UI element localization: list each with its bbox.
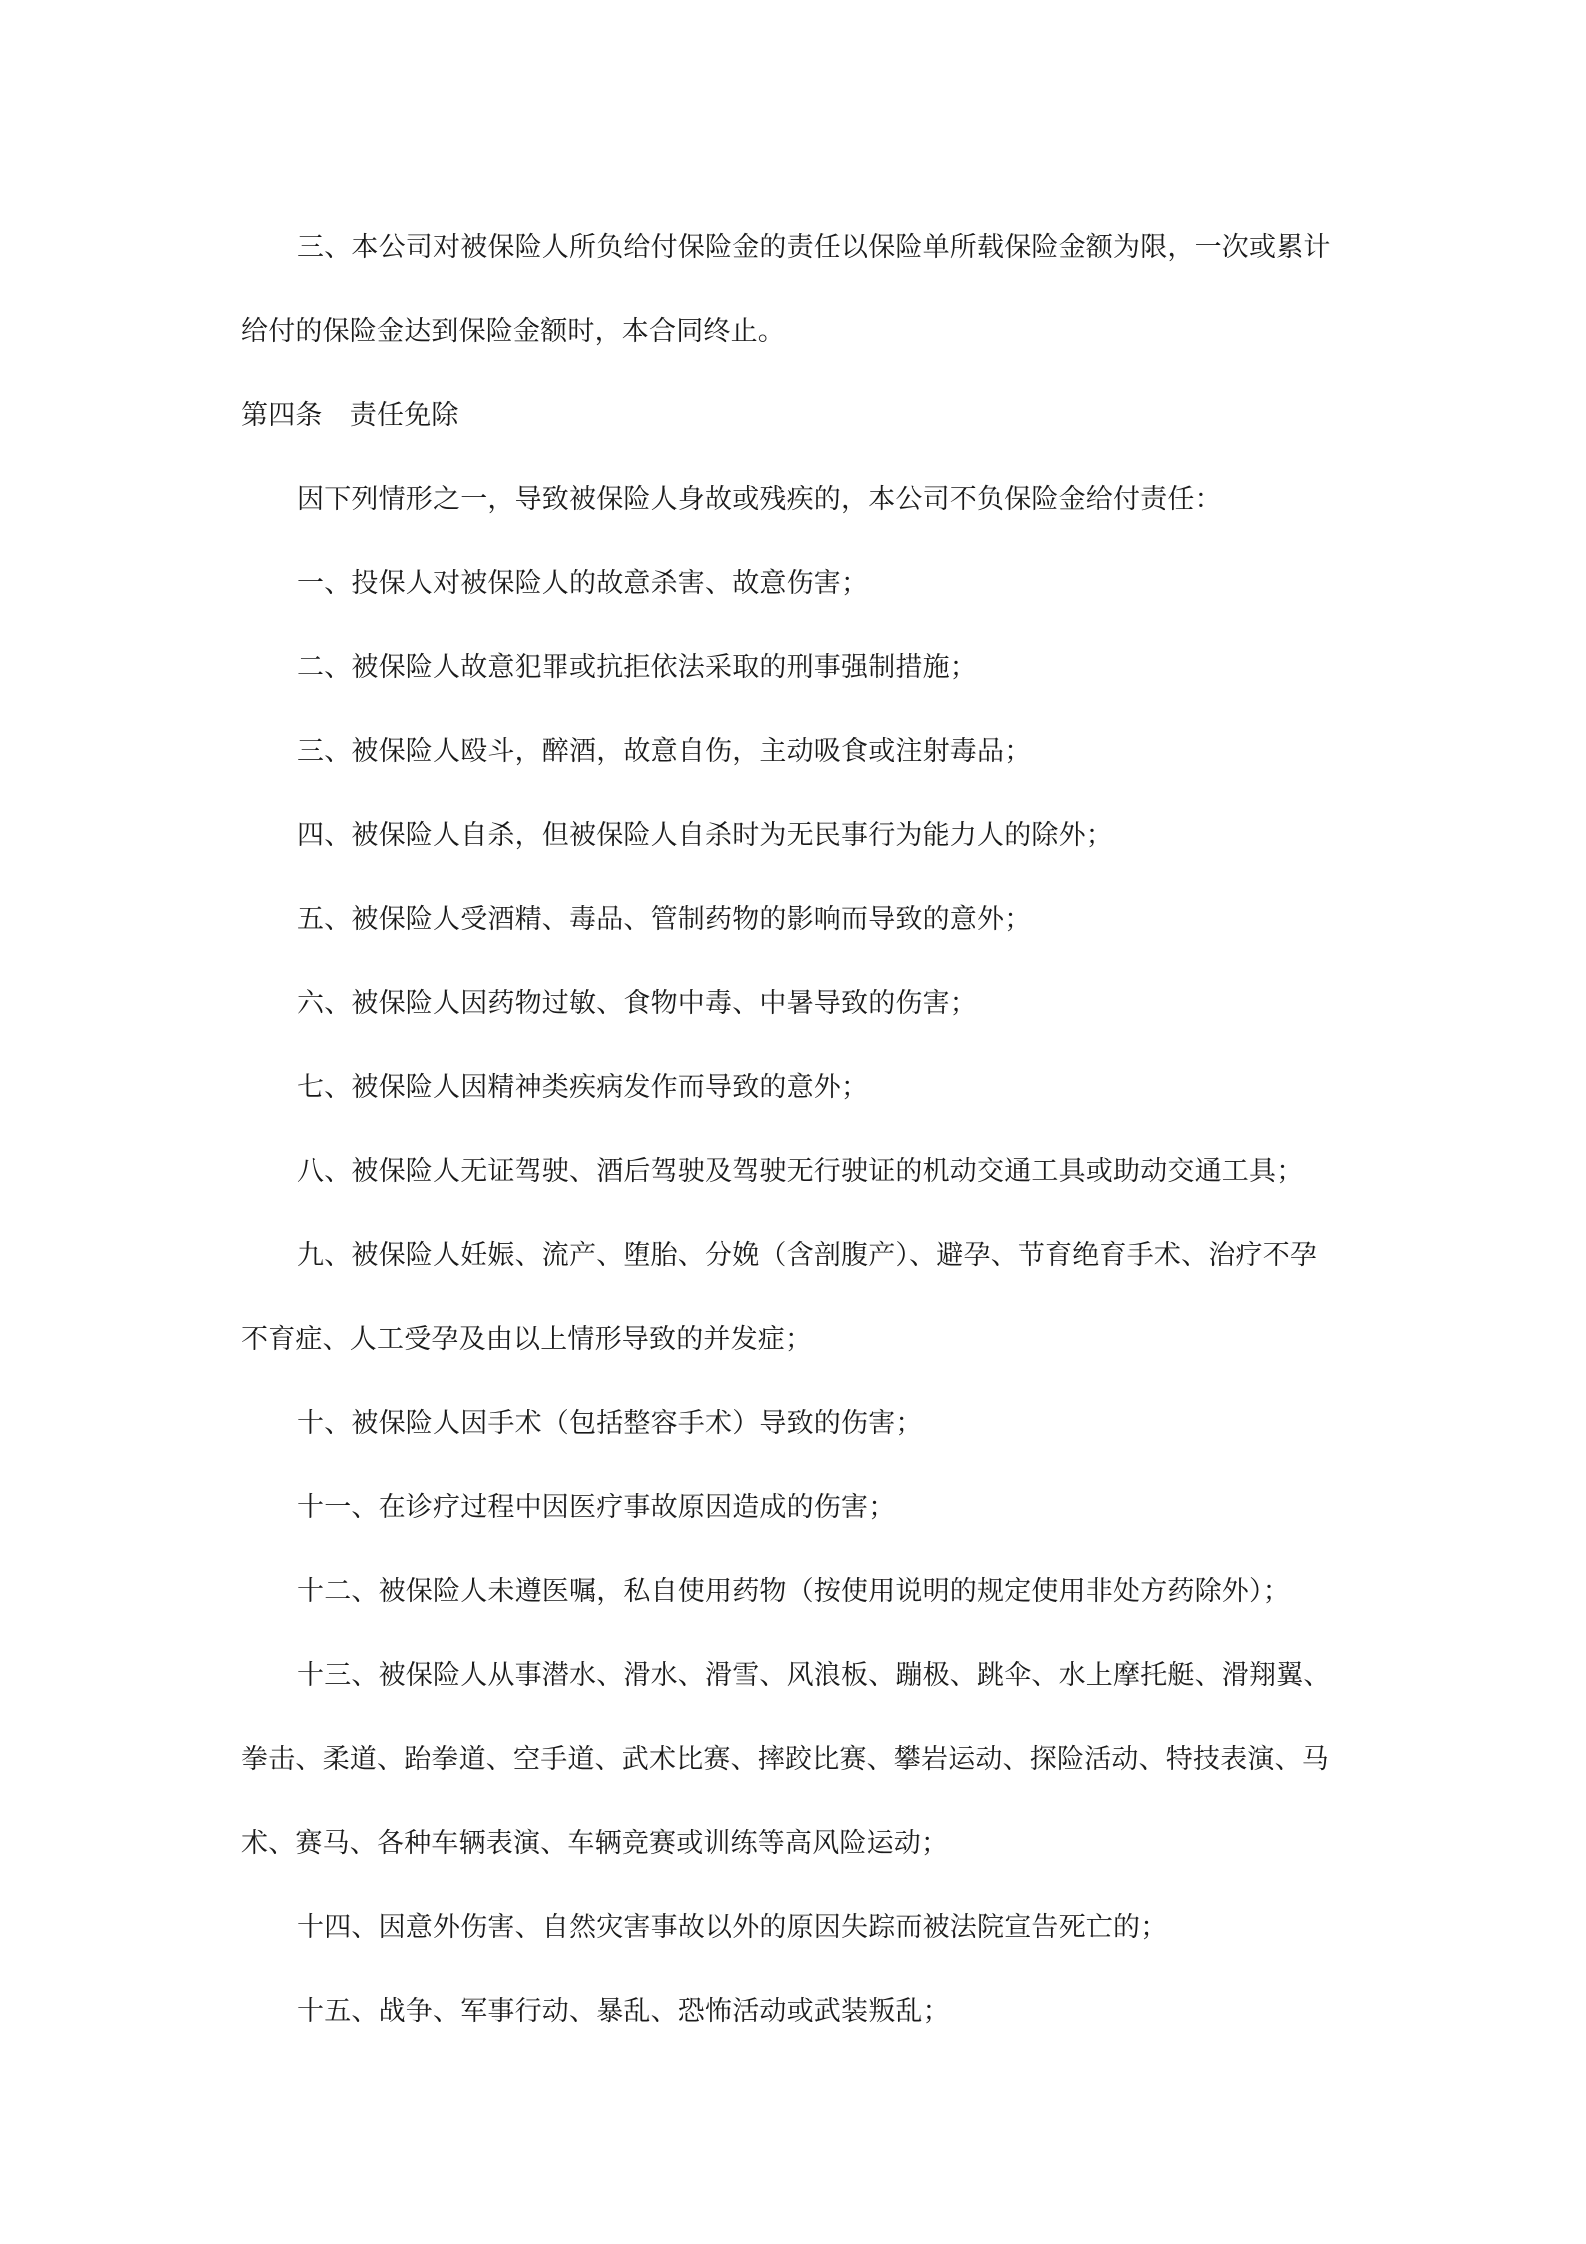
exclusion-item-10: 十、被保险人因手术（包括整容手术）导致的伤害；	[297, 1408, 923, 1439]
exclusion-item-13-line-3: 术、赛马、各种车辆表演、车辆竞赛或训练等高风险运动；	[241, 1828, 949, 1859]
exclusion-item-3: 三、被保险人殴斗，醉酒，故意自伤，主动吸食或注射毒品；	[297, 736, 1032, 767]
exclusion-intro: 因下列情形之一，导致被保险人身故或残疾的，本公司不负保险金给付责任：	[297, 484, 1222, 515]
exclusion-item-9-line-1: 九、被保险人妊娠、流产、堕胎、分娩（含剖腹产）、避孕、节育绝育手术、治疗不孕	[297, 1240, 1318, 1271]
exclusion-item-2: 二、被保险人故意犯罪或抗拒依法采取的刑事强制措施；	[297, 652, 977, 683]
exclusion-item-13-line-1: 十三、被保险人从事潜水、滑水、滑雪、风浪板、蹦极、跳伞、水上摩托艇、滑翔翼、	[297, 1660, 1331, 1691]
exclusion-item-9-line-2: 不育症、人工受孕及由以上情形导致的并发症；	[241, 1324, 813, 1355]
exclusion-item-13-line-2: 拳击、柔道、跆拳道、空手道、武术比赛、摔跤比赛、攀岩运动、探险活动、特技表演、马	[241, 1744, 1329, 1775]
exclusion-item-14: 十四、因意外伤害、自然灾害事故以外的原因失踪而被法院宣告死亡的；	[297, 1912, 1168, 1943]
exclusion-item-7: 七、被保险人因精神类疾病发作而导致的意外；	[297, 1072, 869, 1103]
clause-3-line-2: 给付的保险金达到保险金额时，本合同终止。	[241, 316, 785, 347]
exclusion-item-6: 六、被保险人因药物过敏、食物中毒、中暑导致的伤害；	[297, 988, 977, 1019]
exclusion-item-11: 十一、在诊疗过程中因医疗事故原因造成的伤害；	[297, 1492, 896, 1523]
clause-3-line-1: 三、本公司对被保险人所负给付保险金的责任以保险单所载保险金额为限，一次或累计	[297, 232, 1331, 263]
section-heading-article-4: 第四条 责任免除	[241, 400, 459, 431]
exclusion-item-4: 四、被保险人自杀，但被保险人自杀时为无民事行为能力人的除外；	[297, 820, 1113, 851]
exclusion-item-5: 五、被保险人受酒精、毒品、管制药物的影响而导致的意外；	[297, 904, 1032, 935]
exclusion-item-12: 十二、被保险人未遵医嘱，私自使用药物（按使用说明的规定使用非处方药除外）；	[297, 1576, 1290, 1607]
exclusion-item-8: 八、被保险人无证驾驶、酒后驾驶及驾驶无行驶证的机动交通工具或助动交通工具；	[297, 1156, 1304, 1187]
document-body	[241, 206, 1351, 2054]
exclusion-item-1: 一、投保人对被保险人的故意杀害、故意伤害；	[297, 568, 869, 599]
exclusion-item-15: 十五、战争、军事行动、暴乱、恐怖活动或武装叛乱；	[297, 1996, 950, 2027]
